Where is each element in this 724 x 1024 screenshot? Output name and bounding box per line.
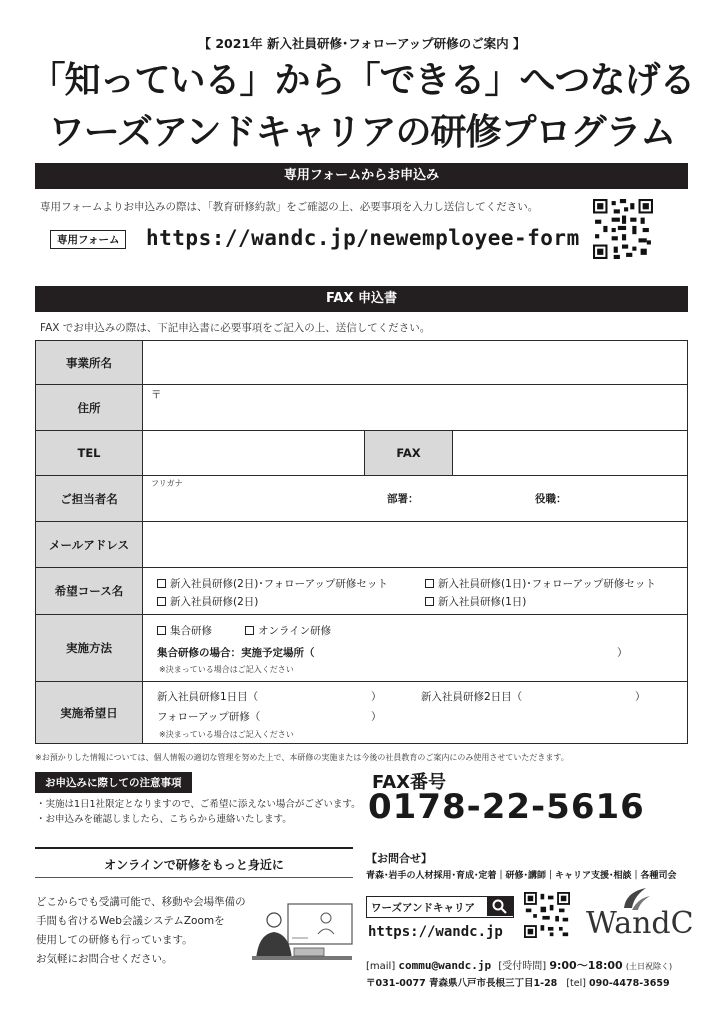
date-day2-close: ） [635, 690, 646, 703]
online-meeting-illustration [248, 900, 356, 968]
table-row [36, 385, 688, 431]
dates-field[interactable] [143, 682, 688, 744]
furigana-label: フリガナ [151, 478, 183, 488]
qr-code-icon [593, 199, 653, 259]
email-field[interactable] [143, 522, 688, 568]
online-line: 手間も省けるWeb会議システムZoomを [36, 915, 225, 927]
table-row [36, 522, 688, 568]
table-row [36, 431, 688, 476]
notice-title: お申込みに際しての注意事項 [35, 772, 192, 793]
contact-title: 【お問合せ】 [366, 852, 432, 865]
date-day1-close: ） [371, 690, 382, 703]
venue-paren-close: ） [617, 646, 628, 659]
form-label: 専用フォーム [50, 230, 126, 249]
email-label: メールアドレス [36, 522, 143, 568]
contact-services: 青森･岩手の人材採用･育成･定着｜研修･講師｜キャリア支援･相談｜各種司会 [366, 871, 677, 881]
search-box[interactable] [366, 896, 514, 918]
date-day2-label: 新入社員研修2日目（ [421, 690, 523, 703]
online-section-title: オンラインで研修をもっと身近に [104, 858, 284, 872]
fax-field[interactable] [453, 431, 688, 476]
checkbox[interactable] [425, 579, 434, 588]
course-options [143, 568, 688, 615]
course-option-1[interactable]: 新入社員研修(2日)･フォローアップ研修セット [157, 576, 388, 591]
tel-number: 090-4478-3659 [588, 978, 670, 989]
venue-line: 集合研修の場合：実施予定場所（ [157, 646, 315, 659]
office-label: 事業所名 [36, 341, 143, 385]
course-option-2[interactable]: 新入社員研修(1日)･フォローアップ研修セット [425, 576, 656, 591]
office-field[interactable] [143, 341, 688, 385]
method-label: 実施方法 [36, 615, 143, 682]
online-form-description: 専用フォームよりお申込みの際は、「教育研修約款」をご確認の上、必要事項を入力し送信してください。 [40, 201, 539, 213]
online-section-divider [35, 847, 353, 849]
search-icon [487, 897, 513, 916]
venue-note: ※決まっている場合はご記入ください [159, 664, 294, 674]
form-url-link[interactable]: https://wandc.jp/newemployee-form [146, 226, 580, 250]
online-line: 使用しての研修も行っています。 [36, 934, 193, 946]
table-row [36, 615, 688, 682]
fax-form-bar: FAX 申込書 [35, 286, 688, 312]
contact-field[interactable] [143, 476, 688, 522]
checkbox[interactable] [157, 597, 166, 606]
date-followup-label: フォローアップ研修（ [157, 710, 261, 723]
tel-field[interactable] [143, 431, 365, 476]
online-line: お気軽にお問合せください。 [36, 953, 173, 965]
mail-address[interactable]: commu@wandc.jp [398, 959, 492, 972]
position-label: 役職： [535, 492, 567, 505]
checkbox[interactable] [157, 626, 166, 635]
table-row [36, 682, 688, 744]
headline-1: 「知っている」から「できる」へつなげる [29, 59, 695, 101]
search-text: ワーズアンドキャリア [371, 902, 476, 914]
address-label: 住所 [36, 385, 143, 431]
hours-note: (土日祝除く) [625, 962, 673, 971]
privacy-note: ※お預かりした情報については、個人情報の適切な管理を努めた上で、本研修の実施または今後の社員教育のご案内にのみ使用させていただきます。 [35, 753, 569, 762]
department-label: 部署： [387, 492, 419, 505]
wandc-logo-text: WandC [586, 906, 694, 941]
online-section-divider-thin [35, 877, 353, 878]
mail-label: [mail] [366, 961, 396, 972]
fax-label: FAX [365, 431, 453, 476]
contact-label: ご担当者名 [36, 476, 143, 522]
method-option-online[interactable]: オンライン研修 [245, 623, 331, 638]
fax-number: 0178-22-5616 [368, 787, 645, 827]
fax-form-description: FAX でお申込みの際は、下記申込書に必要事項をご記入の上、送信してください。 [40, 322, 431, 334]
postal-mark: 〒 [151, 389, 162, 401]
online-section-text [36, 893, 246, 969]
address-field[interactable] [143, 385, 688, 431]
course-label: 希望コース名 [36, 568, 143, 615]
checkbox[interactable] [157, 579, 166, 588]
contact-address: 〒031-0077 青森県八戸市長根三丁目1-28 [366, 978, 558, 989]
contact-url-link[interactable]: https://wandc.jp [368, 924, 503, 940]
contact-address-tel [366, 975, 670, 989]
headline-2: ワーズアンドキャリアの研修プログラム [48, 111, 676, 153]
method-options [143, 615, 688, 682]
checkbox[interactable] [245, 626, 254, 635]
method-option-group[interactable]: 集合研修 [157, 623, 212, 638]
fax-application-table [35, 340, 688, 744]
online-line: どこからでも受講可能で、移動や会場準備の [36, 896, 246, 908]
table-row [36, 341, 688, 385]
contact-mail-hours [366, 957, 672, 973]
notice-lines [36, 797, 361, 827]
top-line: 【 2021年 新入社員研修･フォローアップ研修のご案内 】 [198, 36, 526, 51]
dates-label: 実施希望日 [36, 682, 143, 744]
course-option-4[interactable]: 新入社員研修(1日) [425, 594, 526, 609]
course-option-3[interactable]: 新入社員研修(2日) [157, 594, 258, 609]
date-day1-label: 新入社員研修1日目（ [157, 690, 259, 703]
fax-number-label: FAX番号 [372, 772, 447, 793]
qr-code-icon [524, 892, 570, 938]
hours-value: 9:00～18:00 [549, 959, 623, 972]
table-row [36, 476, 688, 522]
checkbox[interactable] [425, 597, 434, 606]
date-followup-close: ） [371, 710, 382, 723]
notice-line: ・実施は1日1社限定となりますので、ご希望に添えない場合がございます。 [36, 799, 361, 810]
table-row [36, 568, 688, 615]
dates-note: ※決まっている場合はご記入ください [159, 729, 294, 739]
hours-label: [受付時間] [498, 961, 547, 972]
online-form-bar: 専用フォームからお申込み [35, 163, 688, 189]
notice-line: ・お申込みを確認しましたら、こちらから連絡いたします。 [36, 814, 292, 825]
search-button[interactable] [487, 897, 513, 916]
tel-label: TEL [36, 431, 143, 476]
tel-label: [tel] [566, 978, 586, 989]
